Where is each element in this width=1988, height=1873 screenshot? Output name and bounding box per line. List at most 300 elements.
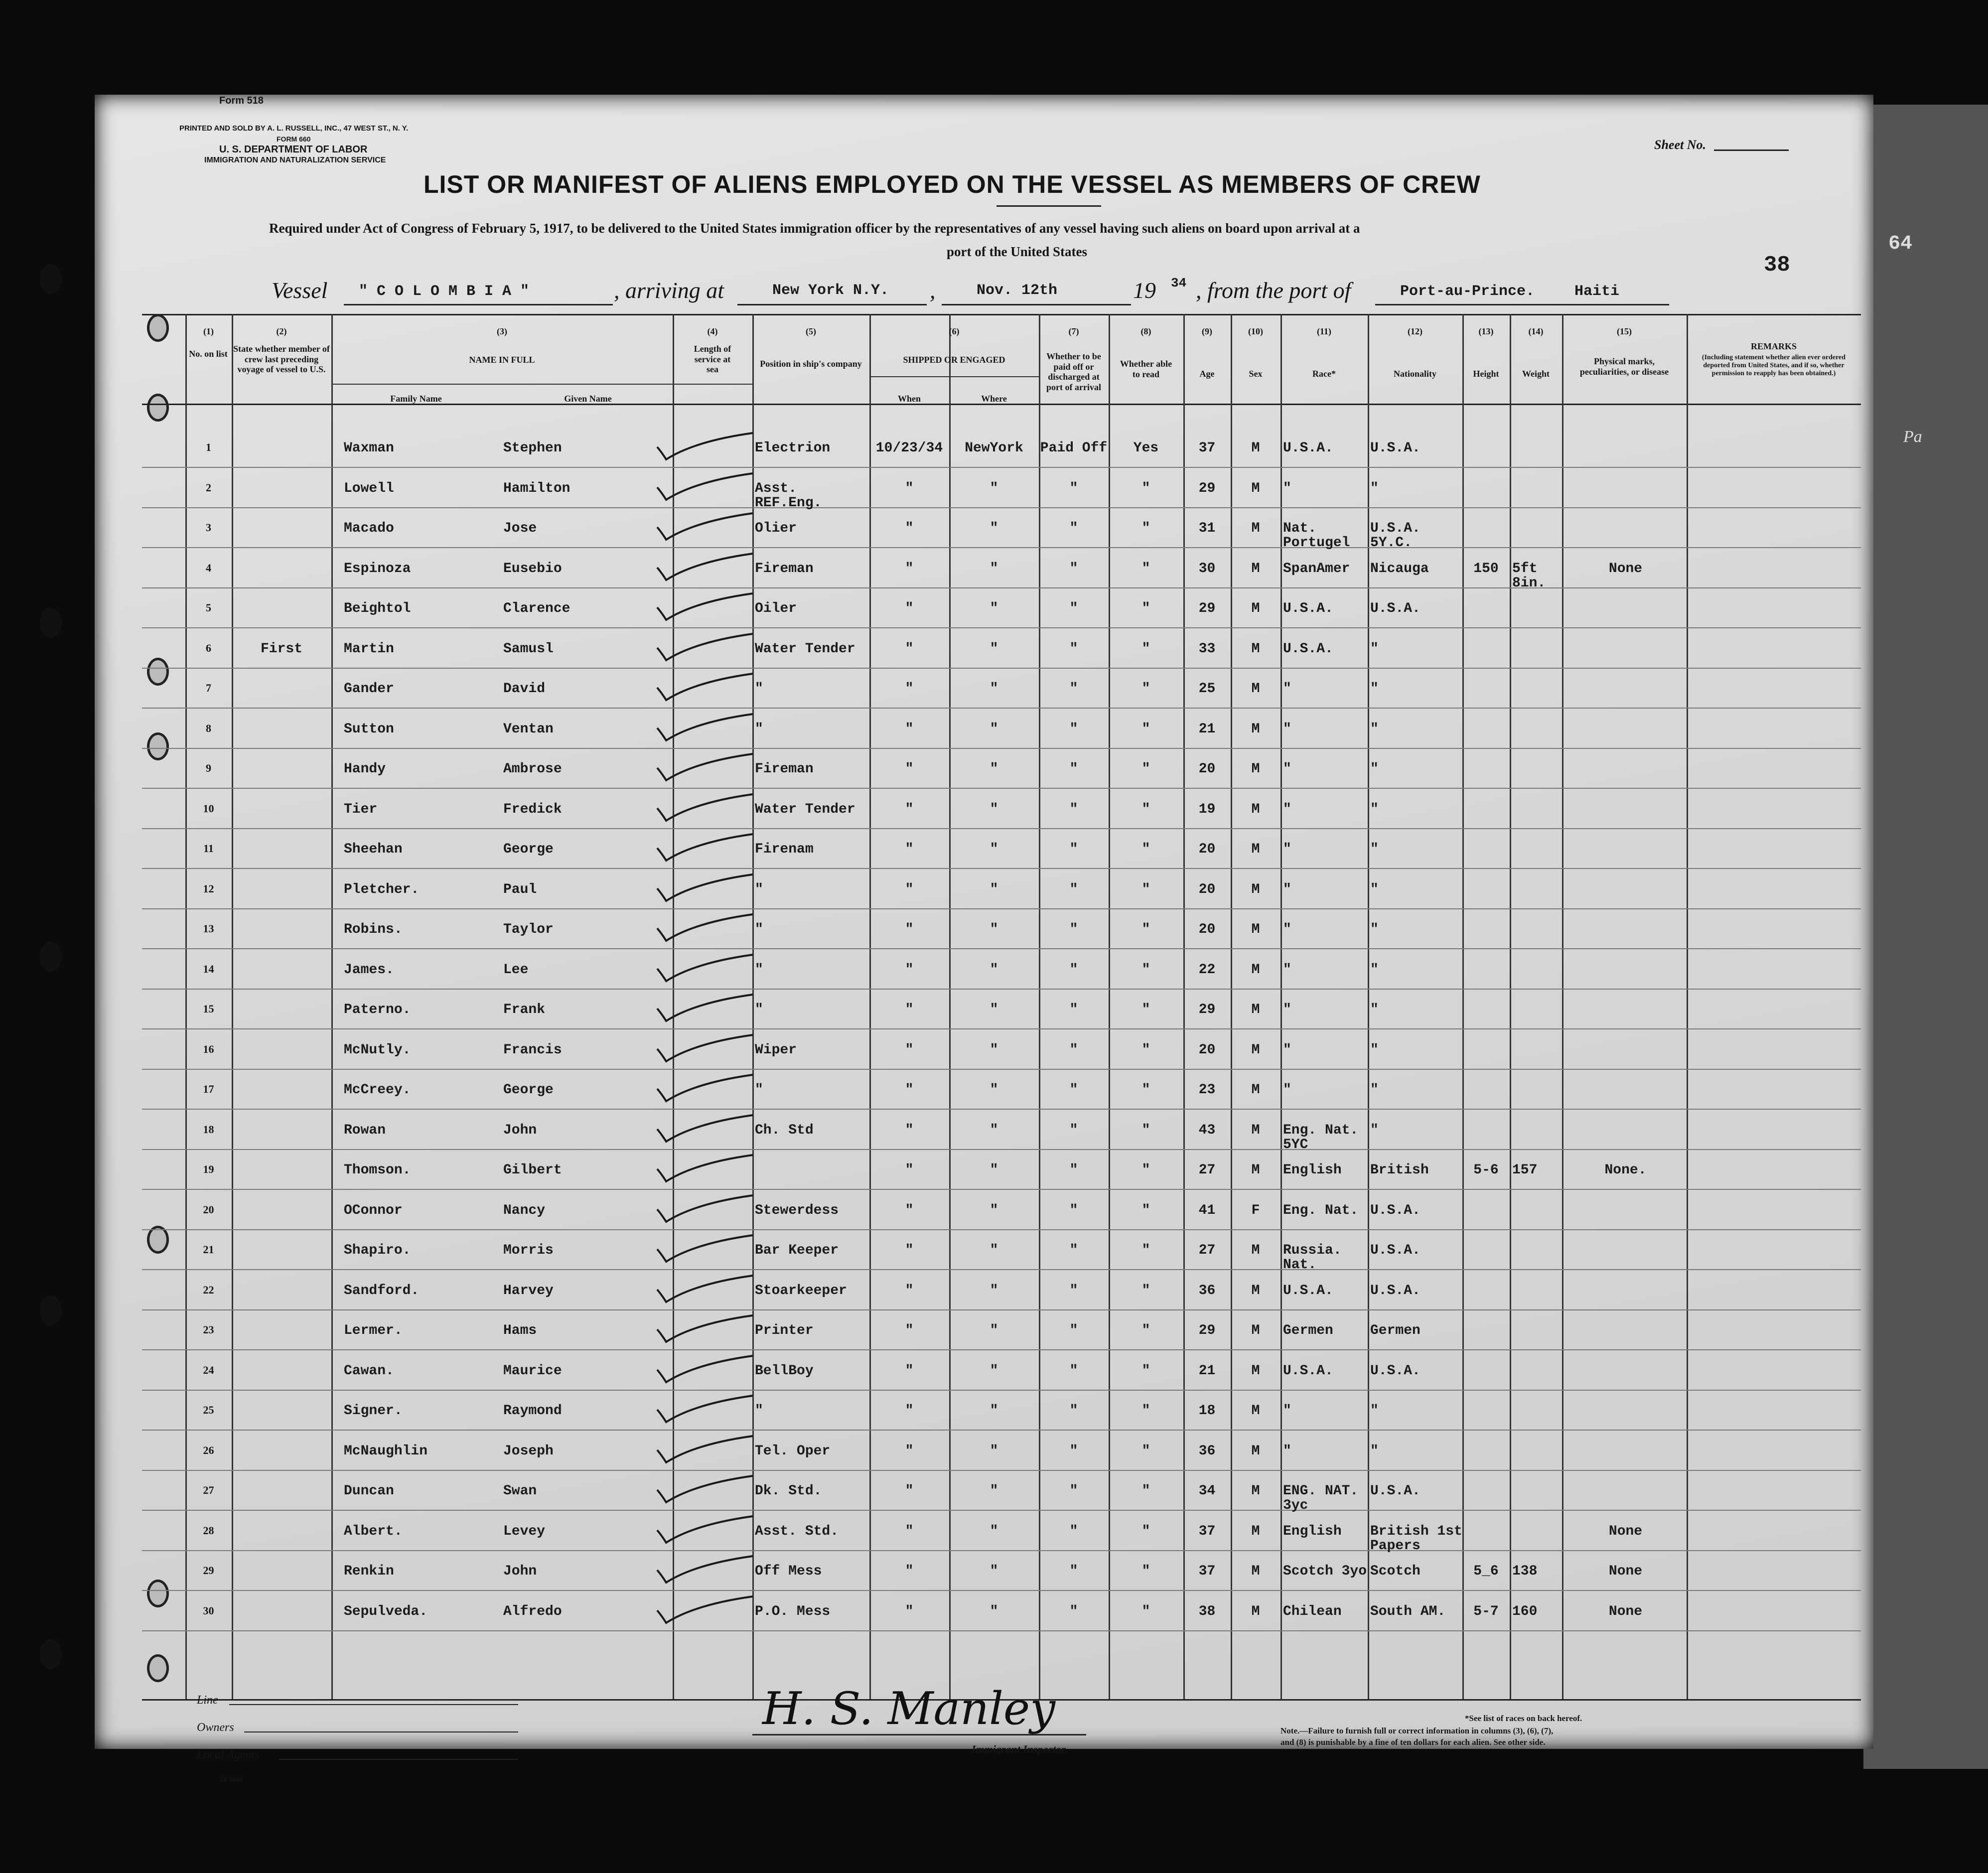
table-row [0, 1279, 1988, 1313]
weight: 5ft 8in. [1512, 561, 1546, 591]
given-name: Gilbert [503, 1162, 562, 1178]
able-to-read: " [1141, 480, 1150, 496]
position: " [755, 681, 763, 697]
table-row [0, 757, 1988, 792]
table-row [0, 1439, 1988, 1474]
sheet-page-number: 38 [1764, 253, 1790, 278]
nationality: British 1st Papers [1370, 1523, 1462, 1554]
able-to-read: " [1141, 1483, 1150, 1499]
shipped-where: " [990, 1283, 998, 1298]
nationality: U.S.A. [1370, 440, 1420, 456]
table-row [0, 1399, 1988, 1434]
row-number: 7 [206, 682, 211, 694]
age: 29 [1198, 1002, 1216, 1017]
nationality: " [1370, 1002, 1379, 1017]
row-number: 22 [203, 1283, 214, 1296]
race: " [1283, 1443, 1291, 1459]
shipped-where: " [990, 561, 998, 576]
race: Russia. Nat. [1283, 1243, 1342, 1273]
shipped-where: " [990, 1443, 998, 1459]
given-name: Paul [503, 881, 537, 897]
family-name: Sheehan [344, 842, 403, 857]
given-name: Hams [503, 1323, 537, 1338]
age: 33 [1198, 641, 1216, 657]
age: 27 [1198, 1162, 1216, 1178]
col6-header: SHIPPED OR ENGAGED [903, 355, 1005, 365]
given-name: Nancy [503, 1202, 546, 1218]
row-number: 9 [206, 762, 211, 774]
position: Tel. Oper [755, 1443, 831, 1459]
family-name: Pletcher. [344, 881, 420, 897]
row-number: 1 [206, 441, 211, 453]
row-number: 6 [206, 641, 211, 654]
paid-off: " [1069, 1443, 1078, 1459]
sex: F [1251, 1202, 1260, 1218]
shipped-when: " [905, 1082, 914, 1098]
row-number: 30 [203, 1604, 214, 1617]
able-to-read: Yes [1133, 440, 1159, 456]
page-title: LIST OR MANIFEST OF ALIENS EMPLOYED ON THE VESSEL AS MEMBERS OF CREW [424, 170, 1481, 198]
able-to-read: " [1141, 601, 1150, 616]
able-to-read: " [1141, 1162, 1150, 1178]
table-row [0, 1158, 1988, 1193]
col4-header: Length of service at sea [694, 344, 731, 375]
paid-off: " [1069, 1323, 1078, 1338]
table-row [0, 717, 1988, 752]
family-name: Thomson. [344, 1162, 411, 1178]
race: English [1283, 1162, 1342, 1178]
binder-hole [40, 264, 62, 294]
shipped-where: " [990, 1483, 998, 1499]
inspector-label: Immigrant Inspector. [972, 1743, 1068, 1755]
edge-mark: Pa [1903, 428, 1922, 446]
table-row [0, 1078, 1988, 1113]
paid-off: " [1069, 1523, 1078, 1539]
line-field [229, 1704, 518, 1705]
shipped-when: " [905, 1323, 914, 1338]
position: " [755, 1082, 763, 1098]
weight: 138 [1512, 1564, 1538, 1579]
when-header: When [897, 394, 921, 404]
shipped-where: " [990, 601, 998, 616]
form-number: Form 518 [219, 95, 264, 106]
race: " [1283, 922, 1291, 937]
sex: M [1251, 561, 1260, 576]
able-to-read: " [1141, 721, 1150, 737]
shipped-where: " [990, 881, 998, 897]
table-row [0, 917, 1988, 952]
age: 21 [1198, 721, 1216, 737]
race: U.S.A. [1283, 601, 1333, 616]
subheader-rule [673, 384, 752, 385]
race: SpanAmer [1283, 561, 1350, 576]
sex: M [1251, 1443, 1260, 1459]
paid-off: " [1069, 922, 1078, 937]
col10-number: (10) [1248, 326, 1263, 336]
able-to-read: " [1141, 1443, 1150, 1459]
paid-off: " [1069, 1002, 1078, 1017]
sex: M [1251, 1523, 1260, 1539]
family-name: Duncan [344, 1483, 394, 1499]
age: 34 [1198, 1483, 1216, 1499]
given-name: Hamilton [503, 480, 570, 496]
nationality: " [1370, 1122, 1379, 1138]
sex: M [1251, 521, 1260, 536]
owners-label: Owners [197, 1721, 234, 1734]
nationality: " [1370, 721, 1379, 737]
sex: M [1251, 1363, 1260, 1379]
position: BellBoy [755, 1363, 814, 1379]
col15-header: Physical marks, peculiarities, or disease [1579, 356, 1669, 377]
shipped-when: " [905, 521, 914, 536]
age: 20 [1198, 881, 1216, 897]
race: " [1283, 480, 1291, 496]
paid-off: " [1069, 521, 1078, 536]
weight: 157 [1512, 1162, 1538, 1178]
nationality: " [1370, 681, 1379, 697]
shipped-where: " [990, 721, 998, 737]
position: Ch. Std [755, 1122, 814, 1138]
col2-header: State whether member of crew last preceding voyage of vessel to U.S. [233, 344, 330, 375]
sex: M [1251, 1002, 1260, 1017]
table-top-border [142, 314, 1861, 315]
shipped-where: " [990, 1122, 998, 1138]
port-underline [737, 304, 927, 305]
row-number: 5 [206, 601, 211, 614]
shipped-when: 10/23/34 [875, 440, 943, 456]
penalty-note: Note.—Failure to furnish full or correct information in columns (3), (6), (7), [1280, 1726, 1554, 1735]
row-number: 11 [203, 842, 214, 855]
nationality: South AM. [1370, 1603, 1446, 1619]
able-to-read: " [1141, 922, 1150, 937]
race: English [1283, 1523, 1342, 1539]
sex: M [1251, 842, 1260, 857]
nationality: U.S.A. [1370, 1283, 1420, 1298]
physical-marks: None [1608, 1523, 1643, 1539]
paid-off: " [1069, 801, 1078, 817]
age: 27 [1198, 1243, 1216, 1258]
row-number: 10 [203, 802, 214, 815]
able-to-read: " [1141, 1202, 1150, 1218]
race: U.S.A. [1283, 440, 1333, 456]
shipped-when: " [905, 721, 914, 737]
table-row [0, 516, 1988, 551]
family-name: Paterno. [344, 1002, 411, 1017]
family-name: Renkin [344, 1564, 394, 1579]
height: 150 [1473, 561, 1499, 576]
shipped-where: " [990, 521, 998, 536]
col8-number: (8) [1140, 326, 1151, 336]
position: Fireman [755, 561, 814, 576]
form-code: 14-1840 [219, 1776, 243, 1783]
shipped-when: " [905, 1483, 914, 1499]
age: 36 [1198, 1283, 1216, 1298]
sex: M [1251, 1603, 1260, 1619]
col1-number: (1) [203, 326, 214, 336]
nationality: " [1370, 1403, 1379, 1419]
family-name: Waxman [344, 440, 394, 456]
table-row [0, 436, 1988, 471]
title-rule [996, 205, 1101, 207]
row-number: 2 [206, 481, 211, 494]
family-name: Lermer. [344, 1323, 403, 1338]
sex: M [1251, 801, 1260, 817]
table-row [0, 677, 1988, 712]
subtitle: Required under Act of Congress of February 5, 1917, to be delivered to the United States immigration officer by the representatives of any vessel having such aliens on board upon arrival at a [269, 221, 1360, 236]
shipped-when: " [905, 1443, 914, 1459]
shipped-when: " [905, 1603, 914, 1619]
sex: M [1251, 1082, 1260, 1098]
able-to-read: " [1141, 681, 1150, 697]
family-name: Signer. [344, 1403, 403, 1419]
nationality: " [1370, 641, 1379, 657]
height: 5-6 [1473, 1162, 1499, 1178]
able-to-read: " [1141, 1603, 1150, 1619]
paid-off: " [1069, 881, 1078, 897]
nationality: Scotch [1370, 1564, 1420, 1579]
sex: M [1251, 881, 1260, 897]
position: Stewerdess [755, 1202, 839, 1218]
shipped-where: " [990, 1042, 998, 1058]
col11-number: (11) [1317, 326, 1331, 336]
from-label: , from the port of [1196, 278, 1351, 303]
shipped-when: " [905, 561, 914, 576]
vessel-underline [344, 304, 613, 305]
table-row [0, 837, 1988, 872]
position: Electrion [755, 440, 831, 456]
shipped-when: " [905, 1122, 914, 1138]
shipped-where: " [990, 1082, 998, 1098]
position: Stoarkeeper [755, 1283, 847, 1298]
shipped-when: " [905, 1283, 914, 1298]
nationality: " [1370, 922, 1379, 937]
table-row [0, 797, 1988, 832]
sex: M [1251, 721, 1260, 737]
row-number: 3 [206, 521, 211, 534]
able-to-read: " [1141, 1002, 1150, 1017]
age: 20 [1198, 922, 1216, 937]
sex: M [1251, 681, 1260, 697]
able-to-read: " [1141, 1122, 1150, 1138]
shipped-where: " [990, 922, 998, 937]
nationality: " [1370, 1082, 1379, 1098]
given-name: John [503, 1564, 537, 1579]
family-name: Gander [344, 681, 394, 697]
shipped-when: " [905, 601, 914, 616]
family-name: Handy [344, 761, 386, 777]
col7-header: Whether to be paid off or discharged at port of arrival [1046, 351, 1101, 393]
race: Scotch 3yo [1283, 1564, 1367, 1579]
nationality: U.S.A. [1370, 601, 1420, 616]
given-name: Ambrose [503, 761, 562, 777]
col3-header: NAME IN FULL [469, 355, 535, 365]
table-row [0, 958, 1988, 993]
shipped-where: " [990, 681, 998, 697]
paid-off: " [1069, 480, 1078, 496]
col4-number: (4) [707, 326, 718, 336]
table-row [0, 1318, 1988, 1353]
age: 19 [1198, 801, 1216, 817]
shipped-when: " [905, 681, 914, 697]
col2-number: (2) [276, 326, 287, 336]
table-row [0, 1038, 1988, 1073]
family-name: Macado [344, 521, 394, 536]
position: Asst. REF.Eng. [755, 480, 822, 511]
nationality: U.S.A. [1370, 1363, 1420, 1379]
local-agents-label: Local Agents [197, 1748, 260, 1761]
given-name: David [503, 681, 546, 697]
able-to-read: " [1141, 1403, 1150, 1419]
col1-header: No. on list [189, 349, 228, 359]
nationality: British [1370, 1162, 1429, 1178]
sex: M [1251, 1122, 1260, 1138]
family-name: Beightol [344, 601, 411, 616]
col11-header: Race* [1312, 369, 1336, 379]
position: Oiler [755, 601, 797, 616]
table-row [0, 1559, 1988, 1594]
paid-off: " [1069, 561, 1078, 576]
family-name: McNutly. [344, 1042, 411, 1058]
local-agents-field [279, 1759, 518, 1760]
shipped-when: " [905, 480, 914, 496]
able-to-read: " [1141, 842, 1150, 857]
able-to-read: " [1141, 1283, 1150, 1298]
col13-header: Height [1473, 369, 1499, 379]
nationality: " [1370, 842, 1379, 857]
given-name: Jose [503, 521, 537, 536]
table-row [0, 557, 1988, 591]
row-number: 8 [206, 721, 211, 734]
row-number: 24 [203, 1363, 214, 1376]
shipped-where: " [990, 1403, 998, 1419]
given-name: Harvey [503, 1283, 554, 1298]
given-name: Francis [503, 1042, 562, 1058]
paid-off: " [1069, 842, 1078, 857]
shipped-where: " [990, 1002, 998, 1017]
given-name: Samusl [503, 641, 554, 657]
nationality: " [1370, 801, 1379, 817]
col12-header: Nationality [1393, 369, 1436, 379]
family-name: Rowan [344, 1122, 386, 1138]
family-name: James. [344, 962, 394, 978]
penalty-note-continued: and (8) is punishable by a fine of ten dollars for each alien. See other side. [1280, 1737, 1546, 1747]
position: " [755, 922, 763, 937]
given-name: Ventan [503, 721, 554, 737]
family-name: Sandford. [344, 1283, 420, 1298]
able-to-read: " [1141, 641, 1150, 657]
sex: M [1251, 922, 1260, 937]
race: " [1283, 1042, 1291, 1058]
paid-off: Paid Off [1040, 440, 1108, 456]
paid-off: " [1069, 601, 1078, 616]
paid-off: " [1069, 641, 1078, 657]
table-row [0, 1599, 1988, 1634]
race: " [1283, 801, 1291, 817]
paid-off: " [1069, 1283, 1078, 1298]
row-number: 28 [203, 1524, 214, 1537]
paid-off: " [1069, 1603, 1078, 1619]
family-name-header: Family Name [390, 394, 442, 404]
physical-marks: None [1608, 1603, 1643, 1619]
binder-hole [147, 314, 169, 342]
race: " [1283, 1002, 1291, 1017]
able-to-read: " [1141, 1042, 1150, 1058]
name-subheader-rule [331, 384, 673, 385]
given-name: Frank [503, 1002, 546, 1017]
arrival-port: New York N.Y. [772, 282, 889, 299]
shipped-where: " [990, 962, 998, 978]
department-name: U. S. DEPARTMENT OF LABOR [219, 144, 368, 155]
row-number: 26 [203, 1443, 214, 1456]
row-number: 20 [203, 1203, 214, 1216]
given-name: George [503, 842, 554, 857]
able-to-read: " [1141, 761, 1150, 777]
position: Dk. Std. [755, 1483, 822, 1499]
shipped-where: NewYork [965, 440, 1023, 456]
row-number: 29 [203, 1564, 214, 1577]
row-number: 14 [203, 962, 214, 975]
given-name: Swan [503, 1483, 537, 1499]
owners-field [244, 1731, 518, 1732]
nationality: Germen [1370, 1323, 1420, 1338]
age: 20 [1198, 842, 1216, 857]
age: 30 [1198, 561, 1216, 576]
nationality: U.S.A. 5Y.C. [1370, 521, 1420, 551]
race: ENG. NAT. 3yc [1283, 1483, 1359, 1514]
shipped-where: " [990, 1323, 998, 1338]
line-label: Line [197, 1694, 218, 1707]
col5-number: (5) [806, 326, 816, 336]
race: " [1283, 681, 1291, 697]
physical-marks: None [1608, 1564, 1643, 1579]
age: 18 [1198, 1403, 1216, 1419]
table-row [0, 1118, 1988, 1153]
shipped-when: " [905, 922, 914, 937]
row-number: 23 [203, 1323, 214, 1336]
able-to-read: " [1141, 881, 1150, 897]
shipped-where: " [990, 480, 998, 496]
race: U.S.A. [1283, 1283, 1333, 1298]
position: P.O. Mess [755, 1603, 831, 1619]
remarks-note: (Including statement whether alien ever ordered deported from United States, and if so, whether permission to reapply has been obtained.) [1702, 354, 1846, 378]
paid-off: " [1069, 1162, 1078, 1178]
race: " [1283, 962, 1291, 978]
row-number: 21 [203, 1243, 214, 1256]
edge-number: 64 [1888, 233, 1913, 255]
binder-hole [40, 1639, 62, 1669]
family-name: Shapiro. [344, 1243, 411, 1258]
race: " [1283, 842, 1291, 857]
table-row [0, 476, 1988, 511]
nationality: " [1370, 881, 1379, 897]
given-name: Taylor [503, 922, 554, 937]
where-header: Where [981, 394, 1007, 404]
sex: M [1251, 1042, 1260, 1058]
nationality: " [1370, 962, 1379, 978]
sex: M [1251, 1564, 1260, 1579]
race: Chilean [1283, 1603, 1342, 1619]
race: " [1283, 721, 1291, 737]
row-number: 16 [203, 1042, 214, 1055]
race: Eng. Nat. [1283, 1202, 1359, 1218]
last-voyage: First [260, 641, 302, 657]
age: 37 [1198, 1564, 1216, 1579]
shipped-where: " [990, 1243, 998, 1258]
shipped-where: " [990, 641, 998, 657]
shipped-when: " [905, 1363, 914, 1379]
family-name: Sutton [344, 721, 394, 737]
race: U.S.A. [1283, 641, 1333, 657]
